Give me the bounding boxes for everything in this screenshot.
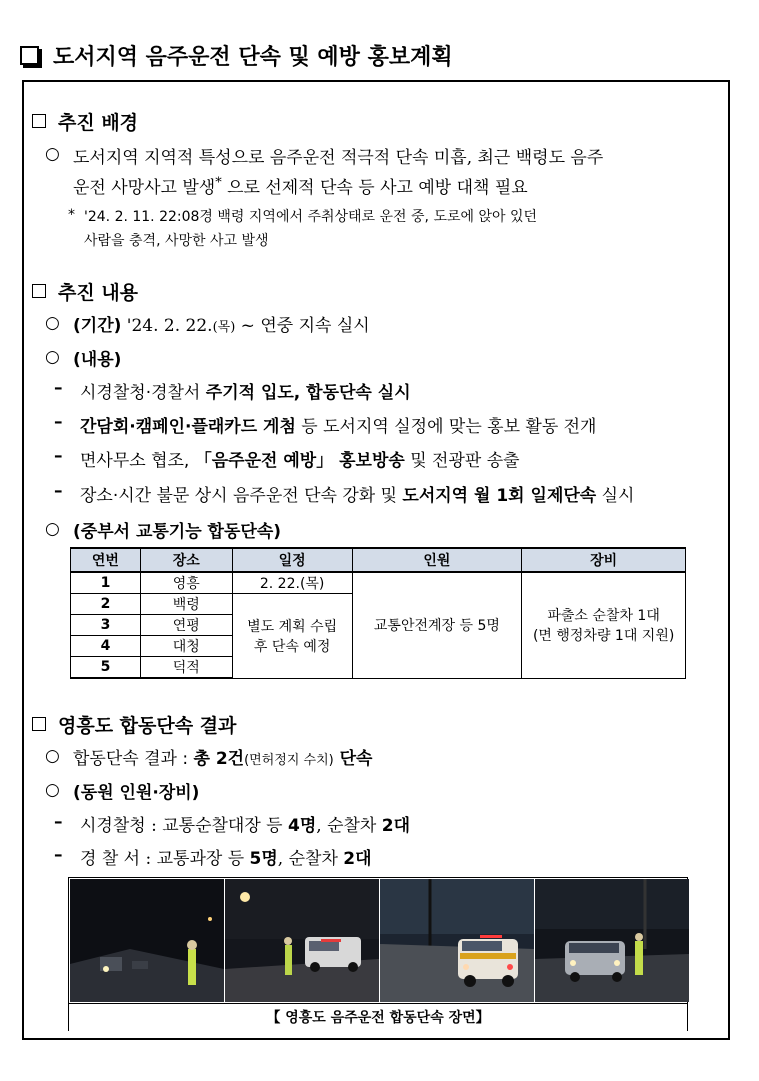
photo-enforcement-1	[70, 879, 224, 1002]
result-line: 합동단속 결과 : 총 2건(면허정지 수치) 단속	[73, 749, 373, 769]
checkbox-icon	[20, 46, 39, 65]
bullet-circle-icon: ○	[45, 746, 60, 766]
detail-line-1: 시경찰청·경찰서 주기적 입도, 합동단속 실시	[80, 383, 411, 403]
mobilization-label: (동원 인원·장비)	[73, 783, 200, 803]
header-place: 장소	[140, 548, 232, 572]
dash-icon: –	[54, 446, 63, 466]
header-no: 연번	[71, 548, 141, 572]
dash-icon: –	[54, 812, 63, 832]
section-background-heading: 추진 배경	[32, 108, 138, 135]
section-content-heading: 추진 내용	[32, 278, 138, 305]
table-row: 3 연평	[71, 615, 686, 636]
dash-icon: –	[54, 845, 63, 865]
dash-icon: –	[54, 378, 63, 398]
detail-line-3: 면사무소 협조, 「음주운전 예방」 홍보방송 및 전광판 송출	[80, 451, 520, 471]
note-line-2: 사람을 충격, 사망한 사고 발생	[84, 233, 269, 249]
square-bullet-icon	[32, 114, 46, 128]
content-label: (내용)	[73, 350, 122, 370]
bullet-circle-icon: ○	[45, 313, 60, 333]
table-row: 5 덕적	[71, 657, 686, 679]
background-line-1: 도서지역 지역적 특성으로 음주운전 적극적 단속 미흡, 최근 백령도 음주	[73, 148, 604, 168]
bullet-circle-icon: ○	[45, 780, 60, 800]
table-row: 2 백령 별도 계획 수립 후 단속 예정	[71, 594, 686, 615]
equipment-cell: 파출소 순찰차 1대 (면 행정차량 1대 지원)	[522, 572, 686, 678]
detail-line-4: 장소·시간 불문 상시 음주운전 단속 강화 및 도서지역 월 1회 일제단속 실시	[80, 486, 635, 506]
personnel-cell: 교통안전계장 등 5명	[352, 572, 522, 678]
joint-enforcement-label: (중부서 교통기능 합동단속)	[73, 522, 282, 542]
schedule-cell: 별도 계획 수립 후 단속 예정	[232, 594, 352, 679]
photo-caption: 【 영흥도 음주운전 합동단속 장면】	[69, 1003, 687, 1032]
mobilization-line-1: 시경찰청 : 교통순찰대장 등 4명, 순찰차 2대	[80, 816, 411, 836]
enforcement-table	[70, 547, 686, 679]
square-bullet-icon	[32, 284, 46, 298]
bullet-circle-icon: ○	[45, 519, 60, 539]
table-row: 1 영흥 2. 22.(목) 교통안전계장 등 5명 파출소 순찰차 1대 (면 행정차량 1대 지원)	[71, 572, 686, 594]
photo-strip	[68, 877, 688, 1031]
header-schedule: 일정	[232, 548, 352, 572]
note-line-1: '24. 2. 11. 22:08경 백령 지역에서 주취상태로 운전 중, 도로에 앉아 있던	[84, 209, 538, 225]
detail-line-2: 간담회·캠페인·플래카드 게첨 등 도서지역 실정에 맞는 홍보 활동 전개	[80, 417, 597, 437]
table-header-row	[71, 548, 686, 572]
bullet-circle-icon: ○	[45, 347, 60, 367]
note-mark: *	[68, 207, 75, 223]
period-line: (기간) '24. 2. 22.(목) ~ 연중 지속 실시	[73, 316, 370, 336]
background-line-2: 운전 사망사고 발생* 으로 선제적 단속 등 사고 예방 대책 필요	[73, 175, 528, 198]
photo-enforcement-2	[225, 879, 379, 1002]
dash-icon: –	[54, 412, 63, 432]
photo-enforcement-4	[535, 879, 689, 1002]
dash-icon: –	[54, 481, 63, 501]
page-title: 도서지역 음주운전 단속 및 예방 홍보계획	[20, 40, 453, 71]
bullet-circle-icon: ○	[45, 144, 60, 164]
header-personnel: 인원	[352, 548, 522, 572]
mobilization-line-2: 경 찰 서 : 교통과장 등 5명, 순찰차 2대	[80, 849, 372, 869]
section-result-heading: 영흥도 합동단속 결과	[32, 711, 236, 738]
photo-enforcement-3	[380, 879, 534, 1002]
table-row: 4 대청	[71, 636, 686, 657]
header-equipment: 장비	[522, 548, 686, 572]
square-bullet-icon	[32, 717, 46, 731]
